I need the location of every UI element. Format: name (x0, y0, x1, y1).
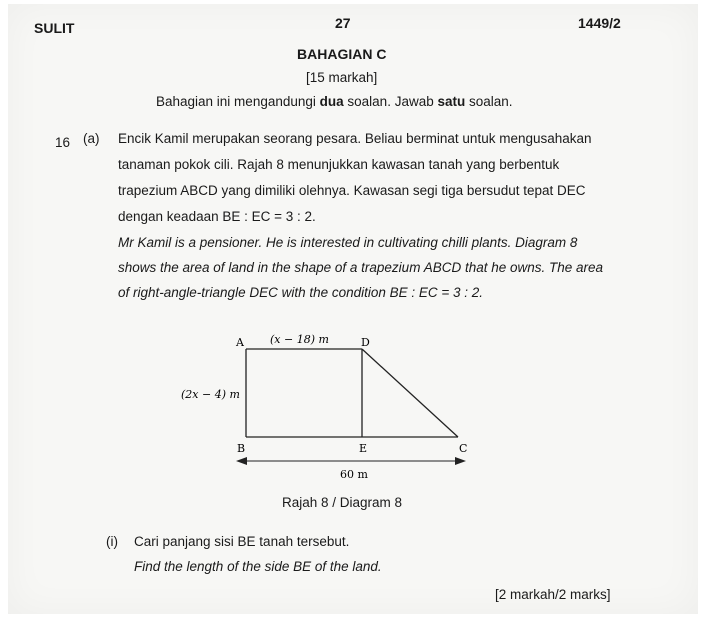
label-top-length: (x − 18) m (270, 333, 329, 346)
header-paper-code: 1449/2 (578, 15, 621, 31)
label-bottom-length: 60 m (340, 468, 368, 481)
question-number: 16 (55, 135, 71, 150)
english-line-3: of right-angle-triangle DEC with the condition BE : EC = 3 : 2. (118, 285, 484, 300)
label-e: E (359, 442, 368, 455)
dimension-arrow-left (236, 457, 247, 465)
label-c: C (459, 442, 468, 455)
instruction-pre: Bahagian ini mengandungi (156, 94, 320, 109)
label-side-length: (2x − 4) m (181, 388, 240, 401)
subpart-malay: Cari panjang sisi BE tanah tersebut. (134, 534, 350, 549)
malay-line-1: Encik Kamil merupakan seorang pesara. Beliau berminat untuk mengusahakan (118, 131, 592, 146)
malay-line-4: dengan keadaan BE : EC = 3 : 2. (118, 209, 316, 224)
label-b: B (237, 442, 246, 455)
section-title: BAHAGIAN C (297, 46, 387, 62)
diagram-caption: Rajah 8 / Diagram 8 (282, 495, 403, 510)
label-a: A (236, 336, 244, 349)
english-line-1: Mr Kamil is a pensioner. He is interested in cultivating chilli plants. Diagram 8 (118, 235, 578, 250)
header-sulit: SULIT (34, 20, 75, 36)
instruction-bold-satu: satu (437, 94, 466, 109)
subpart-marks: [2 markah/2 marks] (495, 587, 611, 602)
instruction-bold-dua: dua (319, 94, 344, 109)
side-dc (362, 349, 458, 437)
malay-line-3: trapezium ABCD yang dimiliki olehnya. Kawasan segi tiga bersudut tepat DEC (118, 183, 586, 198)
english-line-2: shows the area of land in the shape of a trapezium ABCD that he owns. The area (118, 260, 604, 275)
section-marks: [15 markah] (306, 70, 378, 85)
instruction-mid: soalan. Jawab (343, 94, 438, 109)
header-page-number: 27 (335, 15, 351, 31)
label-d: D (361, 336, 370, 349)
instruction-post: soalan. (465, 94, 513, 109)
malay-line-2: tanaman pokok cili. Rajah 8 menunjukkan kawasan tanah yang berbentuk (118, 157, 560, 172)
dimension-arrow-right (455, 457, 466, 465)
subpart-english: Find the length of the side BE of the land. (134, 559, 382, 574)
question-part: (a) (83, 131, 100, 146)
subpart-number: (i) (106, 534, 118, 549)
